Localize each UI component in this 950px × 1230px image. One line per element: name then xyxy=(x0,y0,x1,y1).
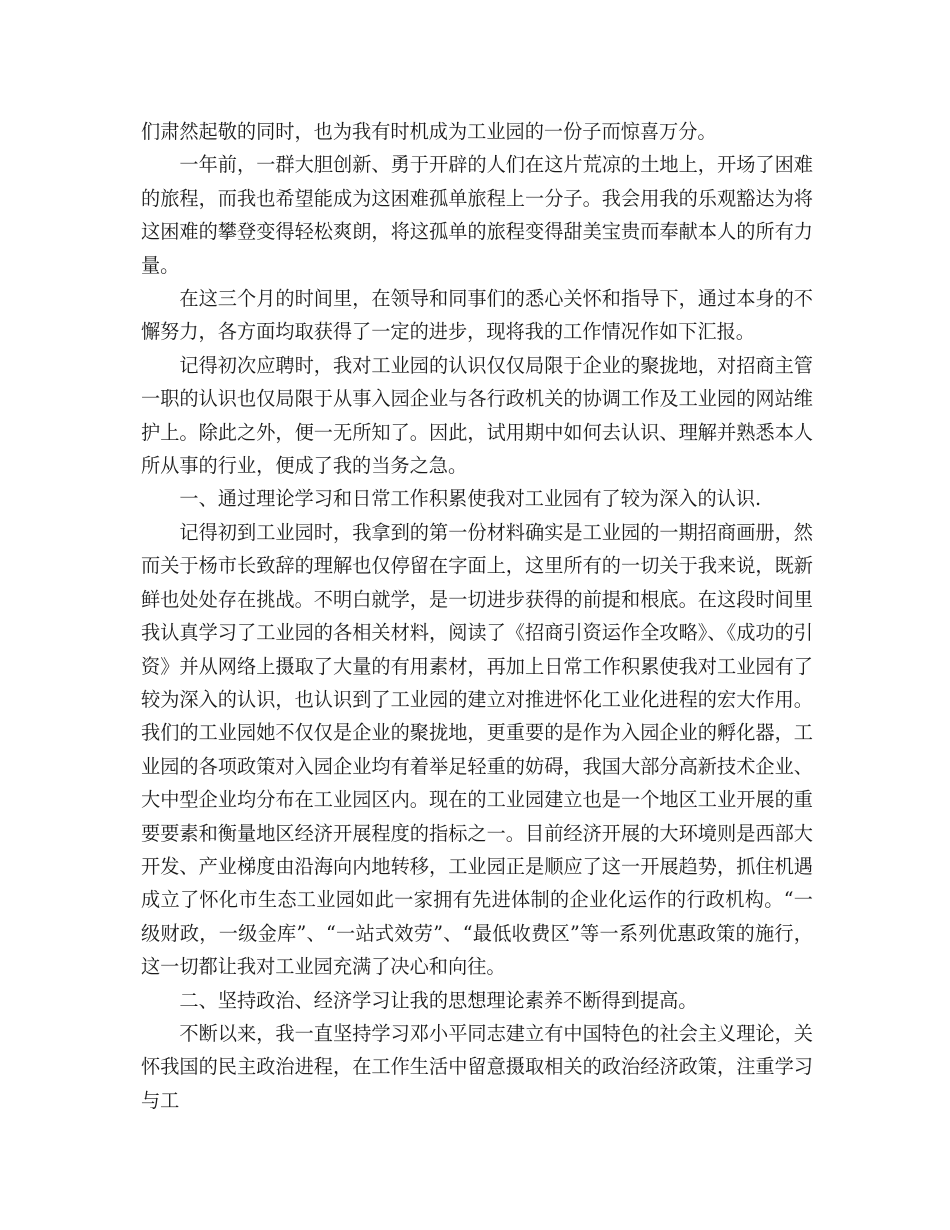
paragraph-2: 一年前，一群大胆创新、勇于开辟的人们在这片荒凉的土地上，开场了困难的旅程，而我也希望能成为这困难孤单旅程上一分子。我会用我的乐观豁达为将这困难的攀登变得轻松爽朗，将这孤单的旅程变得甜美宝贵而奉献本人的所有力量。 xyxy=(141,153,813,277)
document-body xyxy=(141,115,813,1117)
paragraph-1: 们肃然起敬的同时，也为我有时机成为工业园的一份子而惊喜万分。 xyxy=(141,120,717,143)
paragraph-6: 不断以来，我一直坚持学习邓小平同志建立有中国特色的社会主义理论，关怀我国的民主政治进程，在工作生活中留意摄取相关的政治经济政策，注重学习与工 xyxy=(141,1021,813,1112)
paragraph-3: 在这三个月的时间里，在领导和同事们的悉心关怀和指导下，通过本身的不懈努力，各方面均取获得了一定的进步，现将我的工作情况作如下汇报。 xyxy=(141,287,813,344)
paragraph-4: 记得初次应聘时，我对工业园的认识仅仅局限于企业的聚拢地，对招商主管一职的认识也仅局限于从事入园企业与各行政机关的协调工作及工业园的网站维护上。除此之外，便一无所知了。因此，试用期中如何去认识、理解并熟悉本人所从事的行业，便成了我的当务之急。 xyxy=(141,353,813,478)
section-heading-1: 一、通过理论学习和日常工作积累使我对工业园有了较为深入的认识. xyxy=(179,487,762,511)
paragraph-5: 记得初到工业园时，我拿到的第一份材料确实是工业园的一期招商画册，然而关于杨市长致辞的理解也仅停留在字面上，这里所有的一切关于我来说，既新鲜也处处存在挑战。不明白就学，是一切进步获得的前提和根底。在这段时间里我认真学习了工业园的各相关材料，阅读了《招商引资运作全攻略》、《成功的引资》并从网络上摄取了大量的有用素材，再加上日常工作积累使我对工业园有了较为深入的认识，也认识到了工业园的建立对推进怀化工业化进程的宏大作用。我们的工业园她不仅仅是企业的聚拢地，更重要的是作为入园企业的孵化器，工业园的各项政策对入园企业均有着举足轻重的妨碍，我国大部分高新技术企业、大中型企业均分布在工业园区内。现在的工业园建立也是一个地区工业开展的重要要素和衡量地区经济开展程度的指标之一。目前经济开展的大环境则是西部大开发、产业梯度由沿海向内地转移，工业园正是顺应了这一开展趋势，抓住机遇成立了怀化市生态工业园如此一家拥有先进体制的企业化运作的行政机构。“一级财政，一级金库”、“一站式效劳”、“最低收费区”等一系列优惠政策的施行，这一切都让我对工业园充满了决心和向往。 xyxy=(141,520,813,979)
section-heading-2: 二、坚持政治、经济学习让我的思想理论素养不断得到提高。 xyxy=(179,988,698,1012)
